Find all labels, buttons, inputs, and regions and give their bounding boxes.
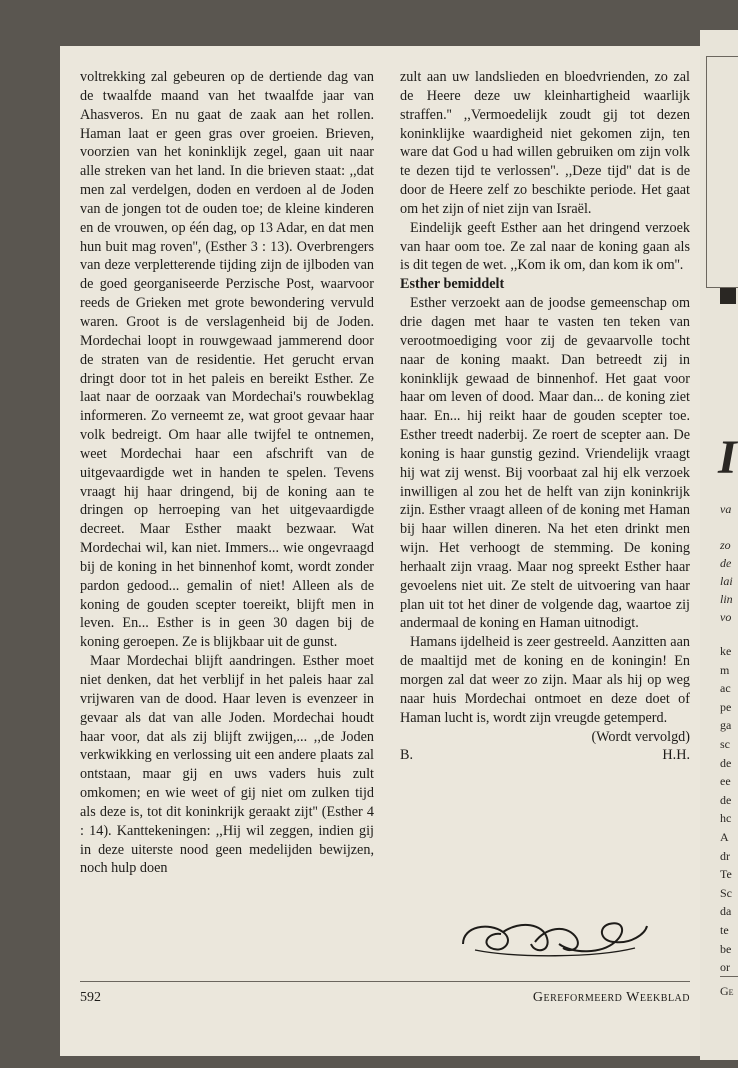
- paragraph: voltrekking zal gebeuren op de dertiende dag van de twaalfde maand van het twaalfde jaar van Ahasveros. En nu gaat de zaak aan het rollen. Haman laat er geen gras over groeien. Brieven, voorzien van het koninklijk zegel, gaan uit naar alle streken van het land. In die brieven staat: ,,dat men zal verdelgen, doden en verdoen al de Joden van de jongen tot de ouden toe; de kleine kinderen en de vrouwen, op één dag, op 13 Adar, en dat men hun buit mag roven'', (Esther 3 : 13). Overbrengers van deze verpletterende tijding zijn de ijlboden van de goed georganiseerde Perzische Post, waarvoor reeds de Grieken met grote bewondering vervuld waren. Groot is de verslagenheid bij de Joden. Mordechai loopt in rouwgewaad jammerend door de straten van de residentie. Het gerucht ervan dringt door tot in het paleis en bereikt Esther. Ze laat naar de oorzaak van Mordechai's rouwbeklag informeren. Zo verneemt ze, wat groot gevaar haar volk bedreigt. Om haar alle twijfel te ontnemen, weet Mordechai haar een afschrift van de uitgevaardigde wet in handen te spelen. Tevens vraagt hij haar dringend, bij de koning aan te dringen op herroeping van het uitgevaardigde decreet. Maar Esther maakt bezwaar. Wat Mordechai wil, kan niet. Immers... wie ongevraagd bij de koning in het binnenhof komt, wordt zonder pardon gedood... gemalin of niet! Alleen als de koning de gouden scepter toereikt, blijft men in leven. En... Esther is in geen 30 dagen bij de koning geroepen. Ze is blijkbaar uit de gunst.: [80, 69, 374, 651]
- adjacent-footer-rule: [720, 976, 738, 977]
- paragraph: Hamans ijdelheid is zeer gestreeld. Aanzitten aan de maaltijd met de koning en de koningin! En morgen zal dat weer zo zijn. Maar als hij op weg naar huis Mordechai ontmoet en deze doet of Haman lucht is, wordt zijn vreugde getemperd.: [400, 634, 690, 726]
- adjacent-italic-lines: va zo de lai lin vo: [720, 502, 733, 624]
- signature-author: H.H.: [662, 747, 690, 764]
- adjacent-initial: I: [718, 431, 737, 484]
- magazine-title: Gereformeerd Weekblad: [532, 990, 690, 1005]
- signature-row: [400, 746, 690, 765]
- magazine-page: [60, 46, 711, 1056]
- adjacent-block-icon: [720, 288, 736, 304]
- adjacent-page-edge: [700, 30, 738, 1060]
- paragraph: Maar Mordechai blijft aandringen. Esther moet niet denken, dat het verblijf in het paleis haar zal vrijwaren van de dood. Haar leven is evenzeer in gevaar als dat van alle Joden. Mordechai houdt haar voor, dat als zij blijft zwijgen,... ,,de Joden verkwikking en verlossing uit een andere plaats zal ontstaan, maar gij en uws vaders huis zult omkomen; en wie weet of gij niet om zulken tijd als deze is, tot dit koninkrijk geraakt zijt'' (Esther 4 : 14). Kanttekeningen: ,,Hij wil zeggen, indien gij in deze uiterste nood geen medelijden bewijzen, noch hulp doen: [80, 653, 374, 877]
- section-heading: Esther bemiddelt: [400, 276, 505, 293]
- flourish-ornament-icon: [455, 914, 655, 960]
- adjacent-body-lines: ke m ac pe ga sc de ee de hc A dr Te Sc da te be or: [720, 644, 732, 975]
- adjacent-footer: Ge: [720, 984, 734, 998]
- signature-initial-left: B.: [400, 747, 414, 764]
- paragraph: Eindelijk geeft Esther aan het dringend verzoek van haar oom toe. Ze zal naar de koning gaan als is dit tegen de wet. ,,Kom ik om, dan kom ik om''.: [400, 219, 690, 274]
- paragraph: zult aan uw landslieden en bloedvrienden, zo zal de Heere deze uw kleinhartigheid waarlijk straffen.'' ,,Vermoedelijk zoudt gij tot dezen koninklijke waardigheid niet gekomen zijn, ten ware dat God u had willen gebruiken om zijn volk te dezen tijd te verlossen''. ,,Deze tijd'' dat is de door de Heere zelf zo beschikte periode. Het gaat om het zijn of niet zijn van Israël.: [400, 69, 690, 217]
- continued-note: (Wordt vervolgd): [591, 728, 690, 745]
- right-column: [400, 68, 690, 765]
- paragraph: Esther verzoekt aan de joodse gemeenschap om drie dagen met haar te vasten ten teken van verootmoediging voor zij de gevaarvolle tocht naar de koning maakt. Dan betreedt zij in koninklijk gewaad de binnenhof. Het gaat voor haar om leven of dood. Maar dan... de koning ziet haar. En... hij reikt haar de gouden scepter toe. Esther treedt naderbij. Ze roert de scepter aan. De koning is haar gunstig gezind. Vriendelijk vraagt hij wat zij wenst. Bij voorbaat zal hij elk verzoek inwilligen al zou het de helft van zijn koninkrijk zijn. Esther vraagt alleen of de koning met Haman bij haar willen dineren. Na het eten drinkt men wijn. Het verhoogt de stemming. De koning herhaalt zijn vraag. Maar nog spreekt Esther haar gevoelens niet uit. Ze stelt de uitvoering van haar plan uit tot het diner de volgende dag, waartoe zij andermaal de koning en Haman uitnodigt.: [400, 295, 690, 632]
- adjacent-frame: [706, 56, 738, 288]
- footer-rule: [80, 981, 690, 982]
- left-column: [80, 68, 374, 878]
- page-number: 592: [80, 990, 101, 1005]
